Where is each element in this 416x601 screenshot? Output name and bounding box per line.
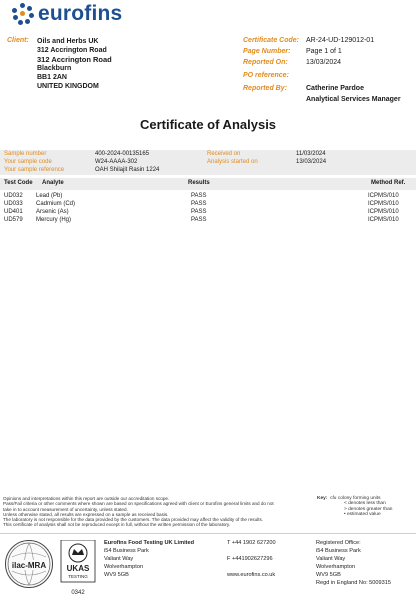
analyte: Mercury (Hg) [36,217,72,223]
footer-registered-line: i54 Business Park [316,548,361,554]
ukas-number: 0342 [71,590,85,596]
key-legend [317,496,392,518]
client-line: 312 Accrington Road [37,47,107,54]
ilac-mra-logo [5,540,53,588]
client-label: Client: [7,37,29,44]
ilac-text: ilac-MRA [11,561,47,570]
table-row [0,217,416,225]
footer-registered-line: WV9 5GB [316,572,341,578]
footer-registered-line: Regd in England No: 5009315 [316,580,391,586]
page-number: Page 1 of 1 [306,48,342,55]
client-line: Blackburn [37,65,72,72]
note-line: The laboratory is not responsible for the data provided by the customers. The data provided may affect the validity of the results. [3,517,264,523]
ukas-sub: TESTING [68,574,88,579]
test-code: UD401 [4,209,23,215]
table-row [0,193,416,201]
col-test-code: Test Code [4,180,33,186]
footer-website[interactable]: www.eurofins.co.uk [227,572,276,578]
note-line: Unless otherwise stated, all results are expressed on a sample as received basis. [3,511,169,517]
result: PASS [191,217,207,223]
key-item: > denotes greater than [344,506,393,512]
note-line: Opinions and interpretations within this report are outside our accreditation scope. [3,496,170,501]
eurofins-logo [12,2,122,26]
table-row [0,201,416,209]
footer-address-line: i54 Business Park [104,548,149,554]
method-ref: ICPMS/010 [368,201,399,207]
footer-address-line: WV9 5GB [104,572,129,578]
client-line: Oils and Herbs UK [37,38,99,45]
page-title: Certificate of Analysis [139,117,277,132]
sample-number: 400-2024-00135165 [95,151,150,157]
ukas-text: UKAS [66,564,90,573]
sample-code-label: Your sample code [4,159,52,165]
test-code: UD579 [4,217,23,223]
reported-on-label: Reported On: [243,59,288,66]
sample-number-label: Sample number [4,151,47,157]
footer-registered-office [316,539,391,587]
footer-address-line: Wolverhampton [104,564,144,570]
reported-by-name: Catherine Pardoe [306,85,364,92]
disclaimer-notes [3,496,313,528]
note-line: Pass/Fail criteria or other comments where shown are based on specifications agreed with client or Eurofins general limits and do not [3,501,274,507]
results-table [0,193,416,225]
logo-dots-icon [12,3,34,25]
logo-wordmark: eurofins [38,2,123,25]
analyte: Lead (Pb) [36,193,63,199]
ukas-crown-icon [59,540,97,596]
col-analyte: Analyte [42,180,64,186]
ilac-globe-icon [6,541,52,587]
key-item: • estimated value [344,512,381,518]
po-reference-label: PO reference: [243,72,289,79]
footer-registered-line: Registered Office: [316,540,361,546]
results-table-header [0,178,416,190]
method-ref: ICPMS/010 [368,193,399,199]
method-ref: ICPMS/010 [368,217,399,223]
method-ref: ICPMS/010 [368,209,399,215]
key-item: < denotes less than [344,501,386,507]
footer-contact [227,539,276,579]
client-line: 312 Accrington Road [37,55,112,64]
page-number-label: Page Number: [243,48,291,55]
analysis-started: 13/03/2024 [296,159,327,165]
received-on: 11/03/2024 [296,151,326,157]
client-line: BB1 2AN [37,74,67,81]
col-results: Results [188,180,210,186]
sample-code: W24-AAAA-302 [95,159,138,165]
footer-fax: F +441902627296 [227,556,273,562]
certificate-code: AR-24-UD-129012-01 [306,37,375,44]
result: PASS [191,193,207,199]
key-item: cfu colony forming units [330,496,381,501]
sample-info [0,150,416,175]
note-line: take in to account measurement of uncertainty, unless stated. [3,506,128,512]
reported-on: 13/03/2024 [306,59,342,66]
ukas-logo [59,540,97,596]
reported-by-title: Analytical Services Manager [306,96,401,103]
footer-address-line: Valiant Way [104,556,134,562]
received-on-label: Received on [207,151,241,157]
result: PASS [191,209,207,215]
client-line: UNITED KINGDOM [37,83,99,90]
result: PASS [191,201,207,207]
footer-divider [0,533,416,534]
test-code: UD033 [4,201,23,207]
test-code: UD032 [4,193,23,199]
footer-company-address [104,539,194,579]
key-label: Key: [317,496,328,501]
table-row [0,209,416,217]
analysis-started-label: Analysis started on [207,159,258,165]
analyte: Cadmium (Cd) [36,201,76,207]
sample-reference-label: Your sample reference [4,167,65,173]
col-method: Method Ref. [371,180,406,186]
analyte: Arsenic (As) [36,209,69,215]
footer-telephone: T +44 1902 627200 [227,540,276,546]
footer-registered-line: Valiant Way [316,556,346,562]
certificate-code-label: Certificate Code: [243,37,300,44]
footer-registered-line: Wolverhampton [316,564,356,570]
note-line: This certificate of analysis shall not be reproduced except in full, without the written permission of the laboratory. [3,522,231,528]
sample-reference: OAH Shilajit Rasin 1224 [95,167,160,173]
client-address [37,37,112,91]
footer-company: Eurofins Food Testing UK Limited [104,540,195,546]
reported-by-label: Reported By: [243,85,287,92]
